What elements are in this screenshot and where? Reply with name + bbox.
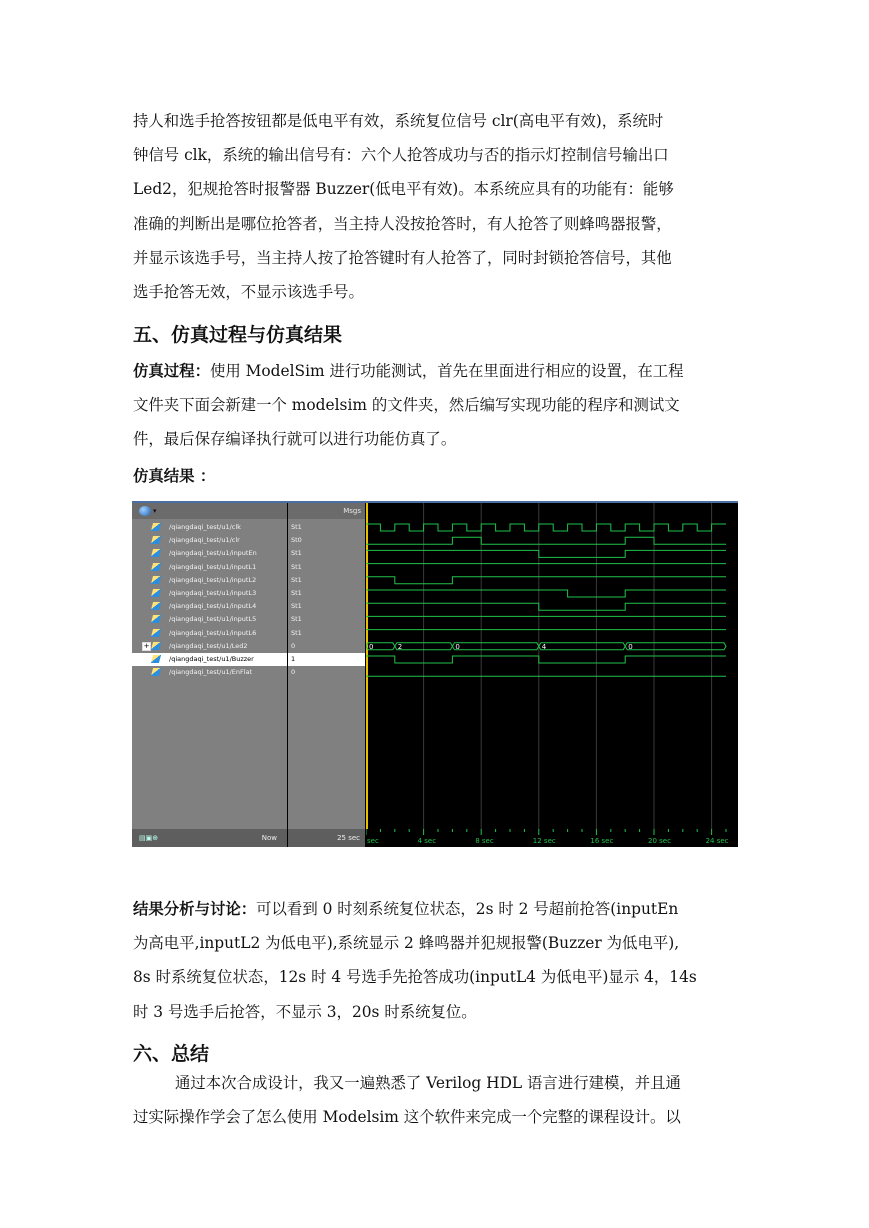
led2-value-label: 2 [397, 643, 403, 651]
waveform-inputl2 [366, 577, 726, 584]
signal-icon [151, 642, 161, 650]
signal-row-inputl2[interactable] [132, 574, 287, 587]
signal-name: /qiangdaqi_test/u1/inputL2 [169, 575, 257, 584]
modelsim-wave-window [132, 501, 738, 847]
signal-value-clr: St0 [291, 536, 302, 545]
analysis-label: 结果分析与讨论： [133, 900, 257, 918]
signal-name: /qiangdaqi_test/u1/inputL6 [169, 628, 257, 637]
signal-icon [151, 563, 161, 571]
signal-name: /qiangdaqi_test/u1/EnFlat [169, 668, 253, 677]
text-line [133, 892, 739, 926]
signal-name: /qiangdaqi_test/u1/inputL3 [169, 589, 257, 597]
signal-row-inputl3[interactable] [132, 587, 287, 600]
signal-value-inputl4: St1 [291, 602, 302, 611]
time-tick-label: 24 sec [705, 837, 729, 845]
globe-icon[interactable] [139, 506, 151, 516]
signal-value-clk: St1 [291, 523, 302, 531]
time-tick-label: sec [367, 837, 379, 845]
text-line: 时 3 号选手后抢答，不显示 3，20s 时系统复位。 [133, 1002, 477, 1021]
waveform-inputl4 [366, 603, 726, 610]
led2-value-label: 0 [369, 643, 374, 651]
signal-value-led2: 0 [291, 641, 296, 650]
signal-row-inputl6[interactable] [132, 627, 287, 640]
signal-icon [151, 523, 161, 531]
now-value: 25 sec [288, 829, 365, 847]
led2-value-label: 4 [541, 643, 547, 651]
led2-bus-segment [625, 643, 726, 650]
signal-value-inputl3: St1 [291, 589, 302, 597]
signal-row-inputen[interactable] [132, 547, 287, 560]
analysis-text: 可以看到 0 时刻系统复位状态，2s 时 2 号超前抢答(inputEn [256, 900, 679, 918]
waveform-buzzer [366, 656, 726, 663]
waveform-pane[interactable] [366, 503, 738, 847]
section-heading-simulation: 五、仿真过程与仿真结果 [133, 324, 343, 346]
chevron-down-icon[interactable]: ▾ [153, 507, 157, 515]
time-tick-label: 4 sec [417, 837, 437, 845]
signal-name-pane [132, 503, 287, 847]
expand-icon[interactable]: + [143, 641, 150, 650]
text-line: 过实际操作学会了怎么使用 Modelsim 这个软件来完成一个完整的课程设计。以 [133, 1108, 681, 1127]
led2-bus-segment [452, 643, 538, 650]
signal-value-inputl6: St1 [291, 628, 302, 637]
signal-row-inputl1[interactable] [132, 561, 287, 574]
summary-paragraph [133, 1066, 739, 1134]
time-tick-label: 8 sec [475, 837, 494, 845]
simulation-result-label: 仿真结果 ： [133, 467, 216, 485]
text-line: Led2，犯规抢答时报警器 Buzzer(低电平有效)。本系统应具有的功能有：能够 [133, 180, 674, 199]
name-pane-header [132, 503, 287, 519]
time-tick-label: 20 sec [648, 837, 671, 845]
signal-value-inputen: St1 [291, 549, 302, 558]
text-line: 为高电平,inputL2 为低电平),系统显示 2 蜂鸣器并犯规报警(Buzzer 为低电平), [133, 934, 680, 953]
msgs-header: Msgs [288, 503, 365, 519]
process-text: 使用 ModelSim 进行功能测试，首先在里面进行相应的设置，在工程 [209, 362, 684, 380]
value-pane [288, 503, 365, 847]
text-line: 准确的判断出是哪位抢答者，当主持人没按抢答时，有人抢答了则蜂鸣器报警， [133, 214, 672, 233]
signal-name: /qiangdaqi_test/u1/inputL5 [169, 615, 257, 624]
signal-icon [151, 602, 161, 610]
signal-name: /qiangdaqi_test/u1/inputL1 [169, 562, 257, 571]
text-line: 通过本次合成设计，我又一遍熟悉了 Verilog HDL 语言进行建模，并且通 [175, 1074, 681, 1092]
signal-row-clr[interactable] [132, 534, 287, 547]
text-line: 文件夹下面会新建一个 modelsim 的文件夹，然后编写实现功能的程序和测试文 [133, 396, 680, 415]
signal-row-clk[interactable] [132, 521, 287, 534]
toolbar-icons[interactable]: ▤▣⊕ [139, 834, 159, 842]
signal-name: /qiangdaqi_test/u1/Led2 [169, 641, 248, 650]
signal-row-buzzer[interactable] [132, 653, 287, 666]
signal-value-inputl5: St1 [291, 615, 302, 624]
signal-value-inputl2: St1 [291, 575, 302, 584]
signal-icon [151, 629, 161, 637]
signal-name: /qiangdaqi_test/u1/clk [169, 523, 241, 531]
section-heading-summary: 六、总结 [133, 1043, 210, 1065]
signal-name: /qiangdaqi_test/u1/Buzzer [169, 655, 254, 663]
led2-value-label: 0 [455, 643, 460, 651]
time-tick-label: 16 sec [590, 837, 614, 845]
signal-row-inputl5[interactable] [132, 613, 287, 626]
now-label: Now [261, 834, 277, 842]
signal-icon [151, 655, 161, 663]
signal-row-enflat[interactable] [132, 666, 287, 679]
signal-icon [151, 576, 161, 584]
signal-icon [151, 589, 161, 597]
name-pane-footer [132, 829, 287, 847]
signal-name: /qiangdaqi_test/u1/inputEn [169, 549, 257, 558]
text-line: 8s 时系统复位状态，12s 时 4 号选手先抢答成功(inputL4 为低电平)显示 4，14s [133, 968, 697, 987]
signal-row-inputl4[interactable] [132, 600, 287, 613]
waveform-inputl3 [366, 590, 726, 597]
waveform-clk [366, 524, 726, 531]
signal-icon [151, 549, 161, 557]
signal-row-led2[interactable] [132, 640, 287, 653]
led2-bus-segment [539, 643, 625, 650]
intro-paragraph [133, 104, 739, 309]
signal-icon [151, 536, 161, 544]
text-line [133, 354, 739, 388]
signal-name: /qiangdaqi_test/u1/inputL4 [169, 602, 257, 611]
waveform-inputen [366, 550, 726, 557]
signal-value-enflat: 0 [291, 668, 296, 677]
text-line: 件，最后保存编译执行就可以进行功能仿真了。 [133, 430, 457, 449]
signal-value-buzzer: 1 [288, 653, 365, 666]
signal-name: /qiangdaqi_test/u1/clr [169, 536, 240, 545]
text-line: 并显示该选手号，当主持人按了抢答键时有人抢答了，同时封锁抢答信号，其他 [133, 248, 672, 267]
waveform-clr [366, 537, 726, 544]
simulation-process-paragraph [133, 354, 739, 457]
signal-icon [151, 668, 161, 676]
signal-icon [151, 615, 161, 623]
text-line: 选手抢答无效，不显示该选手号。 [133, 283, 364, 302]
text-line: 钟信号 clk，系统的输出信号有：六个人抢答成功与否的指示灯控制信号输出口 [133, 146, 669, 165]
led2-value-label: 0 [628, 643, 633, 651]
signal-value-inputl1: St1 [291, 562, 302, 571]
text-line: 持人和选手抢答按钮都是低电平有效，系统复位信号 clr(高电平有效)，系统时 [133, 112, 664, 130]
time-tick-label: 12 sec [532, 837, 556, 845]
analysis-paragraph [133, 892, 739, 1029]
process-label: 仿真过程： [133, 362, 210, 380]
